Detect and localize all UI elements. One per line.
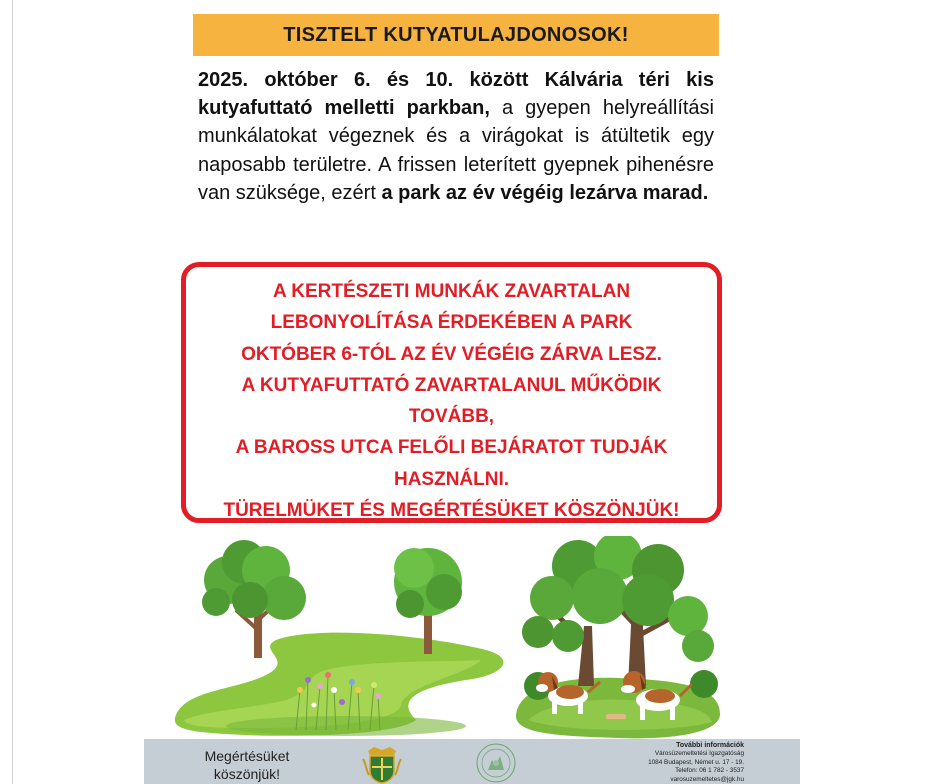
footer-info-heading: További információk xyxy=(676,742,744,749)
notice-line: A KERTÉSZETI MUNKÁK ZAVARTALAN xyxy=(272,281,631,302)
organization-seal-logo xyxy=(474,742,518,784)
footer-thanks xyxy=(202,747,292,783)
district-crest-logo xyxy=(360,745,404,784)
notice-line: OKTÓBER 6-TÓL AZ ÉV VÉGÉIG ZÁRVA LESZ. xyxy=(241,343,662,365)
dogs-under-trees-illustration xyxy=(508,536,728,740)
intro-bold-end: a park az év végéig lezárva marad. xyxy=(381,181,709,204)
intro-paragraph xyxy=(198,66,714,207)
notice-line: HASZNÁLNI. xyxy=(393,468,510,490)
notice-line: A BAROSS UTCA FELŐLI BEJÁRATOT TUDJÁK xyxy=(235,437,668,459)
intro-text: a gyepen helyreállítási munkálatokat végeznek és a virágokat is átültetik egy naposabb területre. A frissen leterített gyepnek pihenésre van szüksége, ezért xyxy=(198,97,714,204)
footer-contact-info xyxy=(564,742,744,784)
intro-bold-start: 2025. október 6. és 10. között Kálvária téri kis kutyafuttató melletti parkban, xyxy=(198,69,714,120)
footer-thanks-line2: köszönjük! xyxy=(213,766,281,782)
notice-line: A KUTYAFUTTATÓ ZAVARTALANUL MŰKÖDIK xyxy=(241,374,662,396)
footer-info-phone: Telefon: 06 1 782 - 3537 xyxy=(675,767,744,775)
closure-notice-box xyxy=(181,262,722,523)
notice-line: LEBONYOLÍTÁSA ÉRDEKÉBEN A PARK xyxy=(270,312,633,334)
footer-info-email: varosuzemeltetes@jgk.hu xyxy=(670,775,744,783)
park-illustration xyxy=(166,540,520,740)
footer-thanks-line1: Megértésüket xyxy=(204,748,290,764)
page-edge-line xyxy=(12,0,13,784)
footer-info-org: Városüzemeltetési Igazgatóság xyxy=(654,750,744,758)
footer-band xyxy=(144,739,800,784)
notice-line: TÜRELMÜKET ÉS MEGÉRTÉSÜKET KÖSZÖNJÜK! xyxy=(223,500,680,522)
page-title-text: TISZTELT KUTYATULAJDONOSOK! xyxy=(283,23,629,46)
notice-line: TOVÁBB, xyxy=(408,406,495,428)
page-title xyxy=(193,14,719,56)
footer-info-address: 1084 Budapest, Német u. 17 - 19. xyxy=(648,758,744,766)
